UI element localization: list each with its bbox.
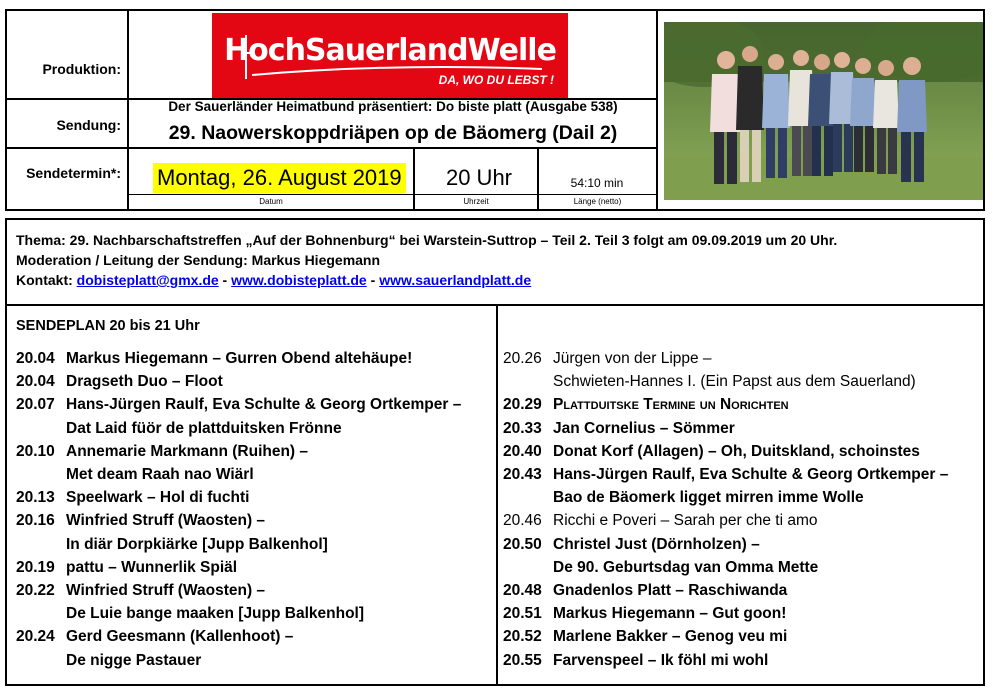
station-logo [212, 13, 568, 98]
production-label: Produktion: [42, 61, 121, 77]
entry-title: Jan Cornelius – Sömmer [553, 419, 735, 437]
entry-time: 20.48 [503, 582, 542, 600]
entry-time: 20.55 [503, 651, 542, 669]
date-caption: Datum [259, 197, 283, 206]
schedule-entry [503, 347, 983, 393]
logo-title: HochSauerlandWelle [224, 33, 556, 68]
schedule-entry [503, 649, 983, 672]
episode-title: 29. Naowerskoppdriäpen op de Bäomerg (Dail 2) [168, 122, 618, 144]
entry-time: 20.04 [16, 350, 55, 367]
entry-title: Plattduitske Termine un Norichten [553, 396, 789, 414]
schedule-entry [503, 602, 983, 625]
air-date-value: Montag, 26. August 2019 [153, 163, 406, 193]
entry-time: 20.43 [503, 466, 542, 484]
schedule-entry [16, 625, 496, 671]
entry-title: pattu – Wunnerlik Spiäl [66, 558, 238, 576]
schedule-entry [503, 509, 983, 532]
time-caption: Uhrzeit [463, 197, 489, 206]
length-caption: Länge (netto) [573, 197, 622, 206]
entry-title: In diär Dorpkiärke [Jupp Balkenhol] [66, 535, 328, 553]
broadcast-label: Sendung: [56, 117, 121, 133]
header-divider [7, 147, 656, 149]
website-link-sauerlandplatt[interactable]: www.sauerlandplatt.de [379, 272, 532, 288]
theme-text: Thema: 29. Nachbarschaftstreffen „Auf der Bohnenburg“ bei Warstein-Suttrop – Teil 2. Teil 3 folgt am 09.09.2019 um 20 Uhr. [16, 232, 838, 248]
info-block [16, 230, 976, 290]
entry-title: Markus Hiegemann – Gut goon! [553, 605, 787, 623]
entry-time: 20.46 [503, 512, 542, 530]
schedule-entry [503, 417, 983, 440]
entry-time: 20.16 [16, 512, 55, 530]
schedule-entry [503, 463, 983, 509]
schedule-entry [503, 440, 983, 463]
schedule-right-column [503, 347, 983, 672]
schedule-entry [16, 509, 496, 555]
entry-time: 20.19 [16, 558, 55, 576]
entry-time: 20.26 [503, 350, 542, 367]
entry-time: 20.10 [16, 442, 55, 460]
entry-title: De Luie bange maaken [Jupp Balkenhol] [66, 605, 365, 623]
schedule-heading: SENDEPLAN 20 bis 21 Uhr [16, 318, 200, 334]
entry-title: Annemarie Markmann (Ruihen) – [66, 442, 309, 460]
entry-title: Dragseth Duo – Floot [66, 373, 223, 391]
schedule-entry [503, 533, 983, 579]
moderation-text: Moderation / Leitung der Sendung: Markus Hiegemann [16, 252, 381, 268]
entry-title: Jürgen von der Lippe – [553, 350, 712, 367]
entry-time: 20.50 [503, 535, 542, 553]
entry-title: Hans-Jürgen Raulf, Eva Schulte & Georg Ortkemper – [66, 396, 462, 414]
entry-time: 20.24 [16, 628, 55, 646]
entry-title: Christel Just (Dörnholzen) – [553, 535, 760, 553]
entry-title: Met deam Raah nao Wiärl [66, 466, 254, 484]
entry-time: 20.13 [16, 489, 55, 507]
entry-title: Ricchi e Poveri – Sarah per che ti amo [553, 512, 818, 530]
entry-title: Gnadenlos Platt – Raschiwanda [553, 582, 788, 600]
schedule-entry [503, 625, 983, 648]
entry-title: Speelwark – Hol di fuchti [66, 489, 250, 507]
schedule-entry [16, 370, 496, 393]
group-photo [664, 22, 983, 200]
entry-title: Markus Hiegemann – Gurren Obend altehäupe! [66, 350, 413, 367]
entry-title: Farvenspeel – Ik föhl mi wohl [553, 651, 769, 669]
header-divider [127, 194, 656, 195]
entry-title: Bao de Bäomerk ligget mirren imme Wolle [553, 489, 864, 507]
entry-title: De nigge Pastauer [66, 651, 202, 669]
entry-time: 20.29 [503, 396, 542, 414]
schedule-entry [503, 579, 983, 602]
email-link[interactable]: dobisteplatt@gmx.de [76, 272, 219, 288]
logo-slogan: DA, WO DU LEBST ! [438, 73, 554, 87]
contact-label: Kontakt: [16, 272, 77, 288]
entry-time: 20.04 [16, 373, 55, 391]
air-date-label: Sendetermin*: [26, 165, 121, 181]
schedule-entry [16, 393, 496, 439]
header-table [5, 9, 985, 211]
column-divider [496, 304, 498, 684]
entry-time: 20.07 [16, 396, 55, 414]
schedule-entry [16, 579, 496, 625]
program-box [5, 218, 985, 686]
schedule-entry [16, 440, 496, 486]
entry-title: De 90. Geburtsdag van Omma Mette [553, 558, 819, 576]
separator: - [218, 272, 232, 288]
schedule-entry [16, 486, 496, 509]
entry-title: Marlene Bakker – Genog veu mi [553, 628, 788, 646]
section-divider [7, 304, 983, 306]
website-link-dobisteplatt[interactable]: www.dobisteplatt.de [231, 272, 367, 288]
entry-title: Schwieten-Hannes I. (Ein Papst aus dem Sauerland) [553, 373, 916, 391]
entry-title: Gerd Geesmann (Kallenhoot) – [66, 628, 294, 646]
schedule-entry [16, 347, 496, 370]
air-time-value: 20 Uhr [445, 165, 513, 190]
entry-title: Dat Laid füör de plattduitsken Frönne [66, 419, 342, 437]
entry-time: 20.22 [16, 582, 55, 600]
broadcast-subtitle: Der Sauerländer Heimatbund präsentiert: Do biste platt (Ausgabe 538) [168, 99, 618, 114]
entry-time: 20.51 [503, 605, 542, 623]
entry-title: Winfried Struff (Waosten) – [66, 512, 266, 530]
entry-title: Donat Korf (Allagen) – Oh, Duitskland, schoinstes [553, 442, 920, 460]
contact-line [16, 270, 976, 290]
length-value: 54:10 min [570, 176, 624, 190]
schedule-entry [16, 556, 496, 579]
entry-title: Winfried Struff (Waosten) – [66, 582, 266, 600]
entry-title: Hans-Jürgen Raulf, Eva Schulte & Georg Ortkemper – [553, 466, 949, 484]
schedule-left-column [16, 347, 496, 672]
entry-time: 20.52 [503, 628, 542, 646]
entry-time: 20.33 [503, 419, 542, 437]
separator: - [366, 272, 380, 288]
entry-time: 20.40 [503, 442, 542, 460]
schedule-entry [503, 393, 983, 416]
